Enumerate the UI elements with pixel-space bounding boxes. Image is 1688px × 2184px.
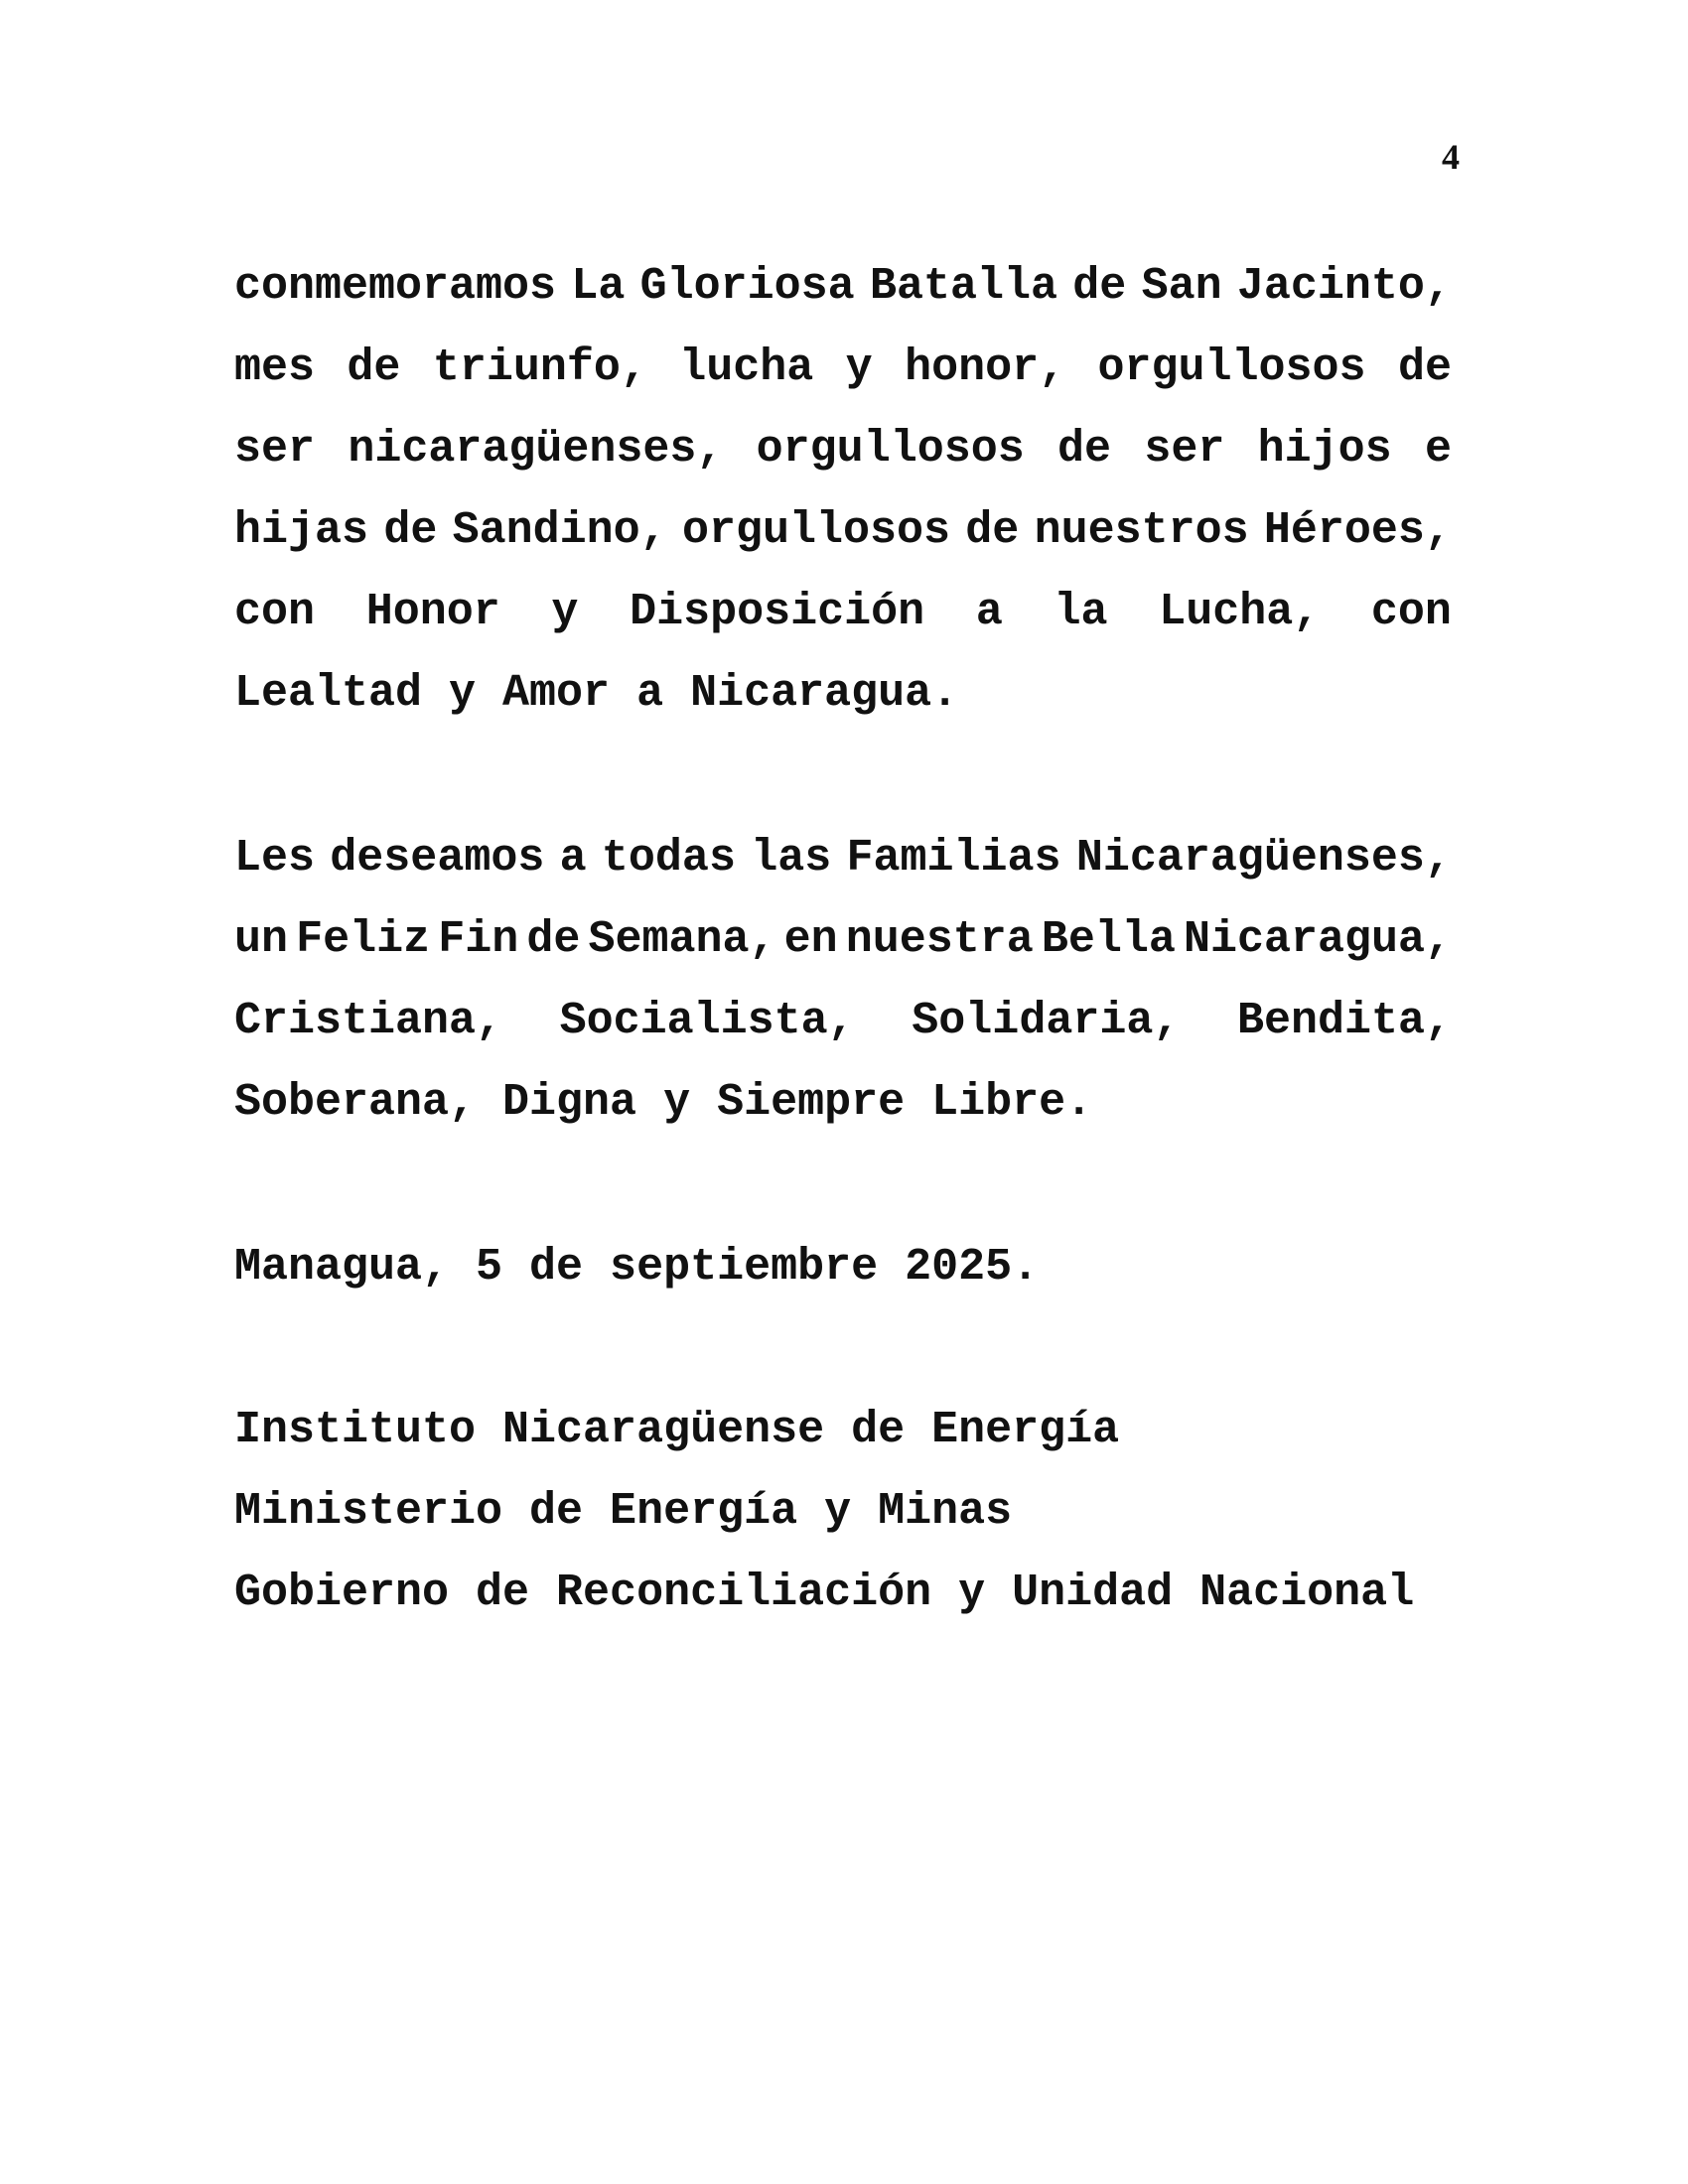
- word: con: [1370, 587, 1452, 637]
- text-line: [234, 572, 1452, 653]
- paragraph-wishes: [234, 818, 1452, 1144]
- word: Honor: [365, 587, 500, 637]
- word: Feliz: [296, 914, 431, 965]
- word: de: [526, 914, 581, 965]
- word: de: [347, 342, 401, 393]
- word: nuestra: [845, 914, 1034, 965]
- text-line: [234, 490, 1452, 572]
- signature-line: Gobierno de Reconciliación y Unidad Nacional: [234, 1568, 1415, 1618]
- word: e: [1424, 424, 1452, 475]
- text-line: [234, 899, 1452, 981]
- word: de: [965, 505, 1020, 556]
- word: de: [1057, 424, 1112, 475]
- word: Lucha,: [1159, 587, 1321, 637]
- word: La: [571, 261, 626, 312]
- word: triunfo,: [432, 342, 647, 393]
- word: orgullosos: [681, 505, 950, 556]
- word: Nicaragüenses,: [1075, 833, 1452, 884]
- word: conmemoramos: [234, 261, 557, 312]
- text-line: Soberana, Digna y Siempre Libre.: [234, 1077, 1093, 1128]
- word: nuestros: [1034, 505, 1249, 556]
- page-number: 4: [1442, 137, 1460, 177]
- word: mes: [234, 342, 316, 393]
- signature-block: [234, 1390, 1452, 1634]
- word: hijas: [234, 505, 369, 556]
- word: orgullosos: [1097, 342, 1366, 393]
- word: Disposición: [630, 587, 925, 637]
- word: en: [783, 914, 838, 965]
- word: un: [234, 914, 289, 965]
- word: y: [551, 587, 579, 637]
- signature-line: Ministerio de Energía y Minas: [234, 1486, 1013, 1537]
- word: ser: [1144, 424, 1225, 475]
- word: Bella: [1041, 914, 1176, 965]
- word: deseamos: [330, 833, 545, 884]
- word: nicaragüenses,: [348, 424, 724, 475]
- word: Fin: [438, 914, 519, 965]
- word: hijos: [1257, 424, 1392, 475]
- word: Jacinto,: [1236, 261, 1452, 312]
- word: orgullosos: [756, 424, 1025, 475]
- word: Semana,: [588, 914, 776, 965]
- word: de: [1072, 261, 1127, 312]
- word: honor,: [905, 342, 1066, 393]
- word: Nicaragua,: [1183, 914, 1452, 965]
- text-line: [234, 328, 1452, 409]
- word: Batalla: [869, 261, 1057, 312]
- word: a: [975, 587, 1003, 637]
- text-line: [234, 409, 1452, 490]
- word: la: [1054, 587, 1108, 637]
- word: Sandino,: [452, 505, 667, 556]
- text-line: Lealtad y Amor a Nicaragua.: [234, 668, 959, 719]
- word: de: [1397, 342, 1452, 393]
- word: ser: [234, 424, 316, 475]
- signature-line: Instituto Nicaragüense de Energía: [234, 1405, 1120, 1455]
- text-line: [234, 981, 1452, 1062]
- word: Gloriosa: [639, 261, 855, 312]
- text-line: [234, 818, 1452, 899]
- word: Solidaria,: [912, 996, 1181, 1046]
- word: Cristiana,: [234, 996, 503, 1046]
- word: Héroes,: [1263, 505, 1452, 556]
- word: Familias: [846, 833, 1061, 884]
- word: las: [751, 833, 832, 884]
- word: Socialista,: [559, 996, 855, 1046]
- date-line: Managua, 5 de septiembre 2025.: [234, 1242, 1040, 1293]
- word: y: [845, 342, 873, 393]
- word: San: [1141, 261, 1222, 312]
- word: Les: [234, 833, 316, 884]
- word: Bendita,: [1236, 996, 1452, 1046]
- word: todas: [601, 833, 736, 884]
- word: de: [383, 505, 438, 556]
- text-line: [234, 246, 1452, 328]
- word: lucha: [679, 342, 814, 393]
- paragraph-commemoration: [234, 246, 1452, 735]
- date-place: [234, 1227, 1452, 1308]
- word: con: [234, 587, 316, 637]
- word: a: [559, 833, 587, 884]
